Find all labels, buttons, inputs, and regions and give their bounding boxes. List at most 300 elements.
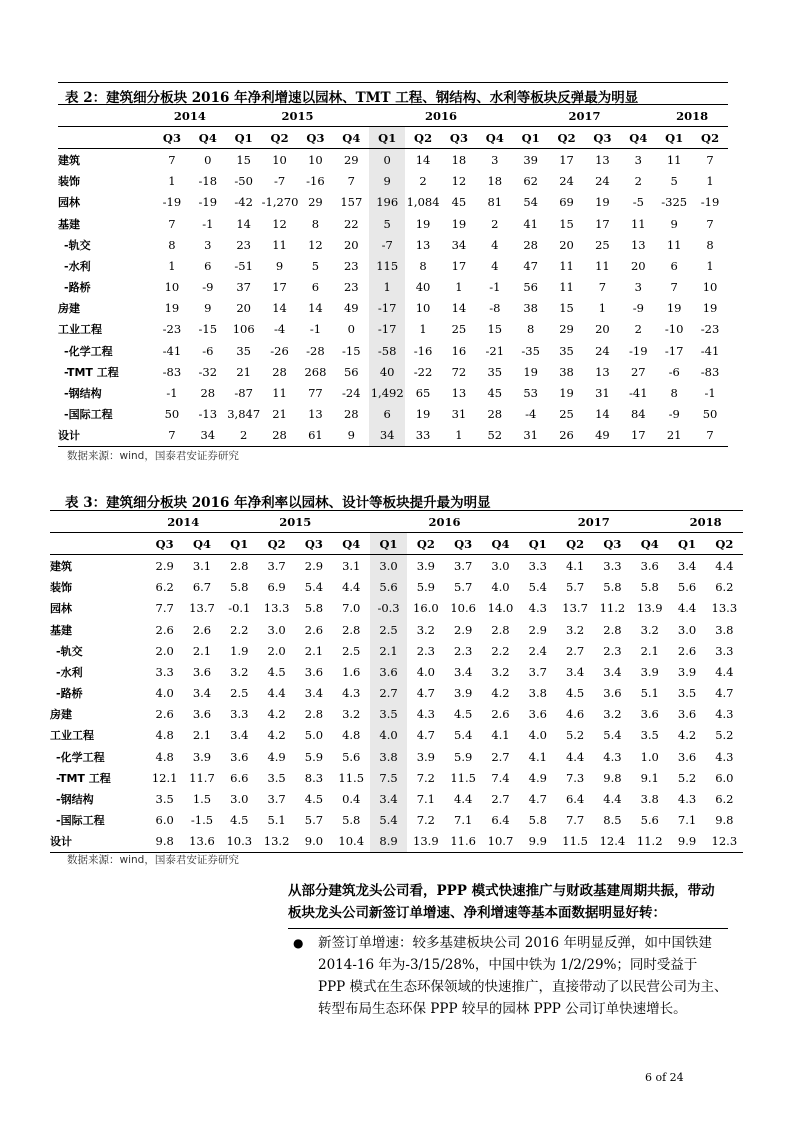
table-cell: -17	[664, 343, 684, 358]
quarter-header: Q4	[183, 533, 220, 555]
table-cell: 4.7	[528, 792, 547, 807]
quarter-header: Q3	[154, 127, 190, 149]
table-cell: 2.8	[603, 622, 622, 637]
table-cell: -19	[700, 195, 720, 210]
table-cell: 19	[164, 301, 180, 316]
table-cell: -83	[700, 364, 720, 379]
table-cell: 3.6	[230, 749, 249, 764]
quarter-header: Q4	[482, 533, 519, 555]
table-cell: 3.6	[640, 558, 659, 573]
table-cell: 4.2	[267, 707, 286, 722]
table-cell: 7.1	[677, 813, 697, 828]
table-cell: 3.0	[491, 558, 510, 573]
table-cell: 49	[585, 425, 621, 447]
table-cell: 2	[634, 174, 642, 189]
table-row	[50, 746, 743, 767]
table-row	[58, 192, 728, 213]
table-cell: 3.2	[603, 707, 622, 722]
table-cell: 4.1	[565, 558, 585, 573]
table-cell: 69	[559, 195, 574, 210]
table-cell: -1	[489, 280, 501, 295]
table-cell: 3.9	[416, 749, 435, 764]
table-cell: 1	[168, 258, 176, 273]
bullet-icon: ●	[293, 936, 304, 950]
table-cell: 11.2	[631, 831, 668, 853]
table-cell: 35	[559, 343, 574, 358]
table-cell: 3.5	[155, 792, 174, 807]
table-cell: 6.4	[565, 792, 585, 807]
table-cell: 3.5	[267, 770, 286, 785]
table-cell: 4.8	[342, 728, 361, 743]
table-cell: 8.5	[603, 813, 622, 828]
table-cell: 1	[419, 322, 427, 337]
row-label: 基建	[58, 217, 80, 231]
table-cell: 5.8	[528, 813, 547, 828]
row-label: 建筑	[58, 153, 80, 167]
table-cell: 37	[236, 280, 251, 295]
table-cell: 15	[559, 301, 574, 316]
table-cell: 8	[311, 216, 320, 231]
row-label: -钢结构	[64, 387, 102, 401]
table-cell: 3.6	[192, 664, 212, 679]
year-header: 2015	[279, 514, 312, 529]
table-cell: 3.6	[370, 661, 407, 682]
table-cell: 9	[275, 258, 284, 273]
table-cell: 19	[451, 216, 467, 231]
table-cell: 3.6	[528, 707, 547, 722]
table-row	[58, 213, 728, 234]
table-cell: 4.4	[342, 580, 361, 595]
table-cell: 3.4	[454, 664, 473, 679]
table-cell: 3.5	[370, 704, 407, 725]
table-cell: 17	[272, 280, 287, 295]
table-cell: 3.5	[677, 686, 697, 701]
table-cell: 3.3	[603, 558, 622, 573]
table-cell: 4.0	[155, 686, 174, 701]
table-cell: 4.2	[677, 728, 697, 743]
table-cell: -325	[661, 195, 688, 210]
table-cell: -18	[198, 174, 218, 189]
table-row	[58, 382, 728, 403]
table-cell: 9.1	[640, 770, 659, 785]
table-cell: -17	[369, 319, 405, 340]
table2-quarter-row	[50, 533, 743, 555]
table-row	[50, 704, 743, 725]
table-cell: 2.6	[192, 622, 212, 637]
table-cell: 14	[595, 407, 610, 422]
table-cell: 4.5	[565, 686, 585, 701]
table-cell: -6	[202, 343, 214, 358]
table-cell: -41	[162, 343, 182, 358]
table-cell: 2.1	[192, 728, 212, 743]
quarter-header: Q3	[585, 127, 621, 149]
table-cell: 49	[343, 301, 359, 316]
table-cell: 13	[415, 237, 431, 252]
table-cell: 20	[559, 237, 574, 252]
table-cell: 81	[487, 195, 503, 210]
table-cell: 5.8	[603, 580, 622, 595]
table-cell: 5	[369, 213, 405, 234]
table-cell: -83	[162, 364, 182, 379]
table-cell: 4.3	[677, 792, 697, 807]
table-cell: 3.6	[192, 707, 212, 722]
row-label: 装饰	[50, 581, 72, 595]
table-cell: 11.6	[445, 831, 482, 853]
table-row	[50, 788, 743, 809]
table-cell: 21	[656, 425, 692, 447]
table-cell: -23	[700, 322, 720, 337]
table-cell: 157	[340, 195, 363, 210]
table-cell: 18	[487, 174, 503, 189]
table1-year-row	[58, 105, 728, 127]
quarter-header: Q3	[298, 127, 334, 149]
quarter-header-blank	[50, 533, 146, 555]
table-cell: -7	[273, 174, 286, 189]
table-cell: 0	[369, 149, 405, 171]
table-cell: 12	[272, 216, 287, 231]
table-cell: 5.1	[640, 686, 659, 701]
table-cell: 2.8	[304, 707, 324, 722]
table-cell: 3.0	[230, 792, 249, 807]
table-cell: 4.3	[715, 707, 734, 722]
table-cell: -22	[413, 364, 433, 379]
table-cell: 3.4	[370, 788, 407, 809]
table-cell: 1.0	[640, 749, 659, 764]
table-cell: 10.7	[482, 831, 519, 853]
table-cell: -1.5	[190, 813, 214, 828]
table-cell: 5.9	[304, 749, 324, 764]
table-cell: -7	[369, 234, 405, 255]
table-cell: -16	[306, 174, 325, 189]
table-cell: 5.8	[342, 813, 361, 828]
table-cell: 7.0	[342, 601, 361, 616]
table-cell: 14	[451, 301, 467, 316]
quarter-header: Q1	[369, 127, 405, 149]
table-cell: 16.0	[413, 601, 439, 616]
table-cell: 38	[523, 301, 538, 316]
table-cell: 25	[559, 407, 574, 422]
row-label: 园林	[50, 602, 72, 616]
table-cell: 62	[523, 174, 538, 189]
table-cell: 29	[343, 152, 359, 167]
table-cell: 5.0	[304, 728, 324, 743]
table-cell: 3.7	[267, 558, 286, 573]
table-cell: -87	[234, 386, 253, 401]
table-cell: 14	[415, 152, 431, 167]
table-cell: 3	[204, 237, 212, 252]
table-cell: 12.4	[594, 831, 631, 853]
table-cell: 4.8	[155, 728, 174, 743]
table-row	[50, 767, 743, 788]
row-label: 基建	[50, 623, 72, 637]
table-cell: 2.8	[342, 622, 361, 637]
table-cell: 28	[200, 386, 216, 401]
table-cell: -10	[664, 322, 684, 337]
row-label: 工业工程	[50, 729, 94, 743]
table-cell: 4.0	[370, 725, 407, 746]
table-cell: 2.7	[491, 749, 510, 764]
table-cell: 8.3	[304, 770, 324, 785]
table-cell: 1.9	[230, 643, 249, 658]
table-cell: 5.8	[230, 580, 249, 595]
quarter-header: Q1	[519, 533, 556, 555]
table-cell: 3.6	[677, 707, 697, 722]
table-cell: 40	[369, 361, 405, 382]
table-cell: 19	[415, 407, 431, 422]
table-cell: 2	[634, 322, 642, 337]
table-cell: 2.7	[565, 643, 585, 658]
table-cell: 56	[343, 364, 359, 379]
quarter-header: Q1	[221, 533, 258, 555]
table-cell: 77	[308, 386, 323, 401]
table2	[50, 510, 743, 853]
table-cell: -4	[525, 407, 537, 422]
quarter-header: Q2	[692, 127, 728, 149]
table-cell: 8.9	[370, 831, 407, 853]
quarter-header: Q2	[258, 533, 295, 555]
table-cell: 13.3	[263, 601, 290, 616]
row-label: -水利	[56, 665, 83, 679]
table-cell: 24	[595, 174, 610, 189]
table-cell: 3.4	[304, 686, 324, 701]
table-cell: 6.9	[267, 580, 286, 595]
table-cell: 29	[308, 195, 323, 210]
table-cell: 6	[670, 258, 678, 273]
table-cell: 15	[236, 152, 251, 167]
table-cell: 12	[451, 174, 467, 189]
table-row	[58, 404, 728, 425]
quarter-header: Q2	[556, 533, 593, 555]
body-rule	[288, 928, 728, 929]
table-cell: 14.0	[487, 601, 514, 616]
table-cell: 268	[304, 364, 327, 379]
table-cell: 4.4	[715, 664, 734, 679]
table-cell: 17	[451, 258, 467, 273]
table-cell: 2.8	[491, 622, 510, 637]
table-cell: 115	[369, 255, 405, 276]
year-header: 2015	[281, 108, 314, 123]
table-cell: 4.5	[304, 792, 324, 807]
table-cell: 2.1	[370, 640, 407, 661]
table-cell: 3.6	[603, 686, 622, 701]
table-cell: 10	[164, 280, 180, 295]
row-label: 装饰	[58, 175, 80, 189]
table-cell: 7.7	[155, 601, 174, 616]
table-cell: 6	[311, 280, 320, 295]
table-cell: 18	[451, 152, 467, 167]
table-cell: -35	[521, 343, 540, 358]
table-cell: 2.3	[416, 643, 435, 658]
quarter-header: Q3	[445, 533, 482, 555]
table-cell: 2.5	[370, 619, 407, 640]
table-cell: 5	[311, 258, 320, 273]
table-cell: 9.0	[295, 831, 332, 853]
table-row	[58, 425, 728, 447]
quarter-header: Q3	[295, 533, 332, 555]
header-rule	[58, 82, 728, 83]
table-cell: -19	[198, 195, 218, 210]
row-label: -钢结构	[56, 793, 94, 807]
table-cell: 3.8	[715, 622, 734, 637]
table-cell: 2.6	[155, 707, 174, 722]
table-cell: -1	[704, 386, 716, 401]
table-cell: 4.3	[715, 749, 734, 764]
table-cell: 28	[523, 237, 538, 252]
table-cell: 13	[308, 407, 323, 422]
table-row	[50, 598, 743, 619]
row-label: 建筑	[50, 559, 72, 573]
table-cell: 3.9	[454, 686, 473, 701]
table-cell: 31	[451, 407, 467, 422]
table-cell: 0.4	[342, 792, 361, 807]
table-cell: 7	[692, 425, 728, 447]
table-cell: 5.4	[370, 810, 407, 831]
table-cell: 6	[204, 258, 212, 273]
table-cell: 7	[168, 216, 176, 231]
table-cell: 26	[549, 425, 585, 447]
table-cell: 9.9	[519, 831, 556, 853]
table-cell: 2.7	[491, 792, 510, 807]
table-cell: -32	[198, 364, 218, 379]
table-cell: 196	[369, 192, 405, 213]
quarter-header: Q1	[656, 127, 692, 149]
table-cell: 35	[236, 343, 251, 358]
table-cell: 3.7	[528, 664, 547, 679]
table-cell: 31	[595, 386, 610, 401]
row-label: -化学工程	[56, 750, 105, 764]
table-cell: 5.7	[565, 580, 585, 595]
row-label: -化学工程	[64, 344, 113, 358]
table-cell: 3.8	[370, 746, 407, 767]
table-cell: -8	[489, 301, 501, 316]
table-cell: -0.3	[370, 598, 407, 619]
table-cell: 1.6	[342, 664, 361, 679]
table2-year-row	[50, 511, 743, 533]
table-cell: -9	[668, 407, 680, 422]
table-cell: -58	[369, 340, 405, 361]
table-cell: 4.7	[416, 686, 435, 701]
table-cell: 20	[595, 322, 610, 337]
table-cell: 11.2	[599, 601, 626, 616]
table-cell: 3.1	[192, 558, 212, 573]
table-cell: 7.2	[416, 770, 435, 785]
table-row	[58, 234, 728, 255]
table-cell: 4.5	[454, 707, 473, 722]
table-cell: 9	[333, 425, 369, 447]
table-cell: 5.4	[603, 728, 622, 743]
table-cell: 11	[595, 258, 610, 273]
year-header: 2014	[167, 514, 200, 529]
table-cell: 56	[523, 280, 538, 295]
table-cell: 13	[630, 237, 646, 252]
table-cell: 21	[236, 364, 251, 379]
table-cell: 5.1	[267, 813, 286, 828]
table-cell: 11.5	[338, 770, 365, 785]
table-cell: 2.6	[155, 622, 174, 637]
table-cell: 28	[272, 364, 287, 379]
year-header-blank	[58, 105, 154, 127]
table-cell: 12	[308, 237, 323, 252]
table-cell: 1	[441, 425, 477, 447]
table-cell: 7.3	[565, 770, 585, 785]
quarter-header: Q1	[226, 127, 262, 149]
table-cell: -42	[234, 195, 253, 210]
table-cell: 1.5	[192, 792, 212, 807]
year-header: 2017	[577, 514, 610, 529]
table-cell: 1	[706, 174, 714, 189]
table-cell: 10	[415, 301, 431, 316]
table-cell: 3.2	[640, 622, 659, 637]
table-cell: 52	[477, 425, 513, 447]
table-cell: 4.0	[528, 728, 547, 743]
table-cell: 5.9	[454, 749, 473, 764]
table-cell: 5.6	[640, 813, 659, 828]
table-cell: 4.2	[267, 728, 286, 743]
table-cell: 3.6	[640, 707, 659, 722]
table-cell: 2	[226, 425, 262, 447]
table-cell: 4.9	[267, 749, 286, 764]
table-cell: 5	[670, 174, 678, 189]
quarter-header: Q4	[620, 127, 656, 149]
table-cell: 6.0	[715, 770, 734, 785]
table-cell: 4.3	[603, 749, 622, 764]
table-cell: 6.2	[715, 580, 734, 595]
table1-quarter-row	[58, 127, 728, 149]
table-cell: 6.6	[230, 770, 249, 785]
table-cell: -13	[198, 407, 218, 422]
table1	[58, 104, 728, 447]
table-cell: 8	[168, 237, 176, 252]
table-cell: 23	[236, 237, 251, 252]
table-cell: 17	[595, 216, 610, 231]
table-cell: 11	[559, 280, 574, 295]
bullet-text: 新签订单增速：较多基建板块公司 2016 年明显反弹，如中国铁建 2014-16 年为-3/15/28%，中国中铁为 1/2/29%；同时受益于 PPP 模式在生态环保领域的快速推广，直接带动了以民营公司为主、转型布局生态环保 PPP 较早的园林 PPP 公司订单快速增长。	[318, 935, 728, 1017]
table-cell: 7.2	[416, 813, 435, 828]
table-cell: 5.8	[640, 580, 659, 595]
table-row	[50, 640, 743, 661]
table-cell: -51	[234, 258, 253, 273]
table-cell: -16	[413, 343, 433, 358]
quarter-header: Q4	[190, 127, 226, 149]
table-cell: 10	[272, 152, 287, 167]
table2-source: 数据来源：wind，国泰君安证券研究	[67, 854, 239, 866]
year-header: 2017	[568, 108, 601, 123]
table-cell: 3.3	[155, 664, 174, 679]
table2-caption: 表 3：建筑细分板块 2016 年净利率以园林、设计等板块提升最为明显	[65, 495, 491, 511]
table-cell: 3.2	[230, 664, 249, 679]
table-cell: 16	[451, 343, 467, 358]
table-cell: -1	[166, 386, 178, 401]
table-cell: 29	[559, 322, 574, 337]
table-cell: 20	[236, 301, 251, 316]
year-header: 2016	[428, 514, 461, 529]
quarter-header: Q4	[631, 533, 668, 555]
table-cell: 19	[702, 301, 718, 316]
table-row	[50, 725, 743, 746]
table-cell: 50	[702, 407, 718, 422]
row-label: 设计	[58, 425, 154, 447]
row-label: 园林	[58, 196, 80, 210]
table-cell: 2.6	[304, 622, 324, 637]
table-cell: 0	[347, 322, 355, 337]
table-cell: 3.2	[565, 622, 585, 637]
table-cell: 3.9	[416, 558, 435, 573]
table-cell: 2.9	[454, 622, 473, 637]
table-cell: -0.1	[228, 601, 251, 616]
table-cell: 5.4	[304, 580, 324, 595]
table-row	[58, 171, 728, 192]
table-cell: 28	[343, 407, 359, 422]
